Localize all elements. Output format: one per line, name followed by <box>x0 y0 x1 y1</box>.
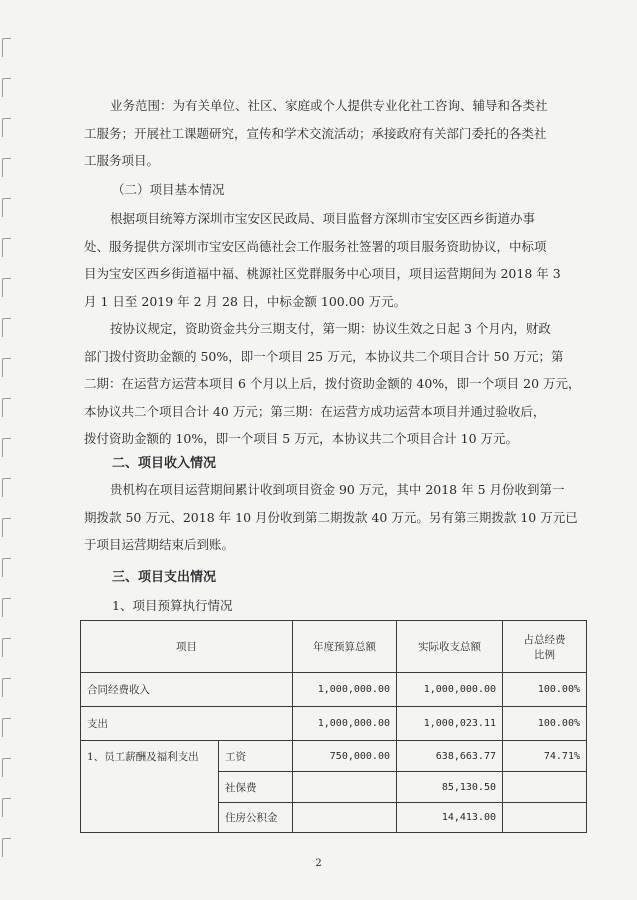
header-ratio-line2: 比例 <box>534 648 555 661</box>
row-ratio: 100.00% <box>503 707 587 741</box>
sub-actual: 85,130.50 <box>397 772 503 803</box>
business-scope-paragraph <box>84 92 584 175</box>
page-number: 2 <box>315 858 322 869</box>
budget-execution-table <box>80 620 587 833</box>
agreement-paragraph <box>84 205 584 315</box>
row-item: 合同经费收入 <box>81 673 293 707</box>
text-line: 期拨款 50 万元、2018 年 10 月份收到第二期拨款 40 万元。另有第三期拨款 10 万元已 <box>84 509 578 525</box>
sub-item: 住房公积金 <box>219 803 293 833</box>
group-item: 1、员工薪酬及福利支出 <box>81 741 219 833</box>
text-line: 工服务；开展社工课题研究，宣传和学术交流活动；承接政府有关部门委托的各类社 <box>84 125 547 141</box>
header-ratio-line1: 占总经费 <box>523 633 566 646</box>
basic-info-heading: （二）项目基本情况 <box>112 182 225 197</box>
header-budget: 年度预算总额 <box>293 621 397 673</box>
header-ratio <box>503 621 587 673</box>
sub-budget <box>293 772 397 803</box>
text-line: 本协议共二个项目合计 40 万元；第三期：在运营方成功运营本项目并通过验收后， <box>84 403 546 419</box>
sub-ratio: 74.71% <box>503 741 587 772</box>
row-actual: 1,000,000.00 <box>397 673 503 707</box>
income-paragraph <box>84 476 584 559</box>
text-line: 贵机构在项目运营期间累计收到项目资金 90 万元，其中 2018 年 5 月份收到第一 <box>110 482 565 497</box>
table-header-row <box>81 621 587 673</box>
sub-item: 社保费 <box>219 772 293 803</box>
text-line: 于项目运营期结束后到账。 <box>84 537 235 552</box>
payment-terms-paragraph <box>84 315 584 453</box>
sub-item: 工资 <box>219 741 293 772</box>
text-line: 目为宝安区西乡街道福中福、桃源社区党群服务中心项目，项目运营期间为 2018 年 3 <box>84 266 561 281</box>
income-heading: 二、项目收入情况 <box>112 456 217 471</box>
sub-budget <box>293 803 397 833</box>
sub-budget: 750,000.00 <box>293 741 397 772</box>
text-line: 处、服务提供方深圳市宝安区尚德社会工作服务社签署的项目服务资助协议，中标项 <box>84 238 547 254</box>
sub-ratio <box>503 803 587 833</box>
text-line: 二期：在运营方运营本项目 6 个月以上后，拨付资助金额的 40%，即一个项目 20 万元， <box>84 376 581 391</box>
table-row <box>81 741 587 772</box>
budget-table-title: 1、项目预算执行情况 <box>112 598 233 613</box>
row-budget: 1,000,000.00 <box>293 673 397 707</box>
expense-heading: 三、项目支出情况 <box>112 570 217 585</box>
text-line: 月 1 日至 2019 年 2 月 28 日，中标金额 100.00 万元。 <box>84 293 407 309</box>
text-line: 按协议规定，资助资金共分三期支付，第一期：协议生效之日起 3 个月内，财政 <box>110 321 551 336</box>
sub-actual: 638,663.77 <box>397 741 503 772</box>
row-actual: 1,000,023.11 <box>397 707 503 741</box>
text-line: 根据项目统筹方深圳市宝安区民政局、项目监督方深圳市宝安区西乡街道办事 <box>110 211 536 226</box>
sub-actual: 14,413.00 <box>397 803 503 833</box>
header-item: 项目 <box>81 621 293 673</box>
table-row <box>81 673 587 707</box>
text-line: 工服务项目。 <box>84 153 160 168</box>
text-line: 部门拨付资助金额的 50%，即一个项目 25 万元，本协议共二个项目合计 50 万元；第 <box>84 348 564 364</box>
table-row <box>81 707 587 741</box>
sub-ratio <box>503 772 587 803</box>
row-item: 支出 <box>81 707 293 741</box>
header-actual: 实际收支总额 <box>397 621 503 673</box>
row-budget: 1,000,000.00 <box>293 707 397 741</box>
text-line: 拨付资助金额的 10%，即一个项目 5 万元，本协议共二个项目合计 10 万元。 <box>84 431 519 446</box>
text-line: 业务范围：为有关单位、社区、家庭或个人提供专业化社工咨询、辅导和各类社 <box>110 98 548 113</box>
row-ratio: 100.00% <box>503 673 587 707</box>
